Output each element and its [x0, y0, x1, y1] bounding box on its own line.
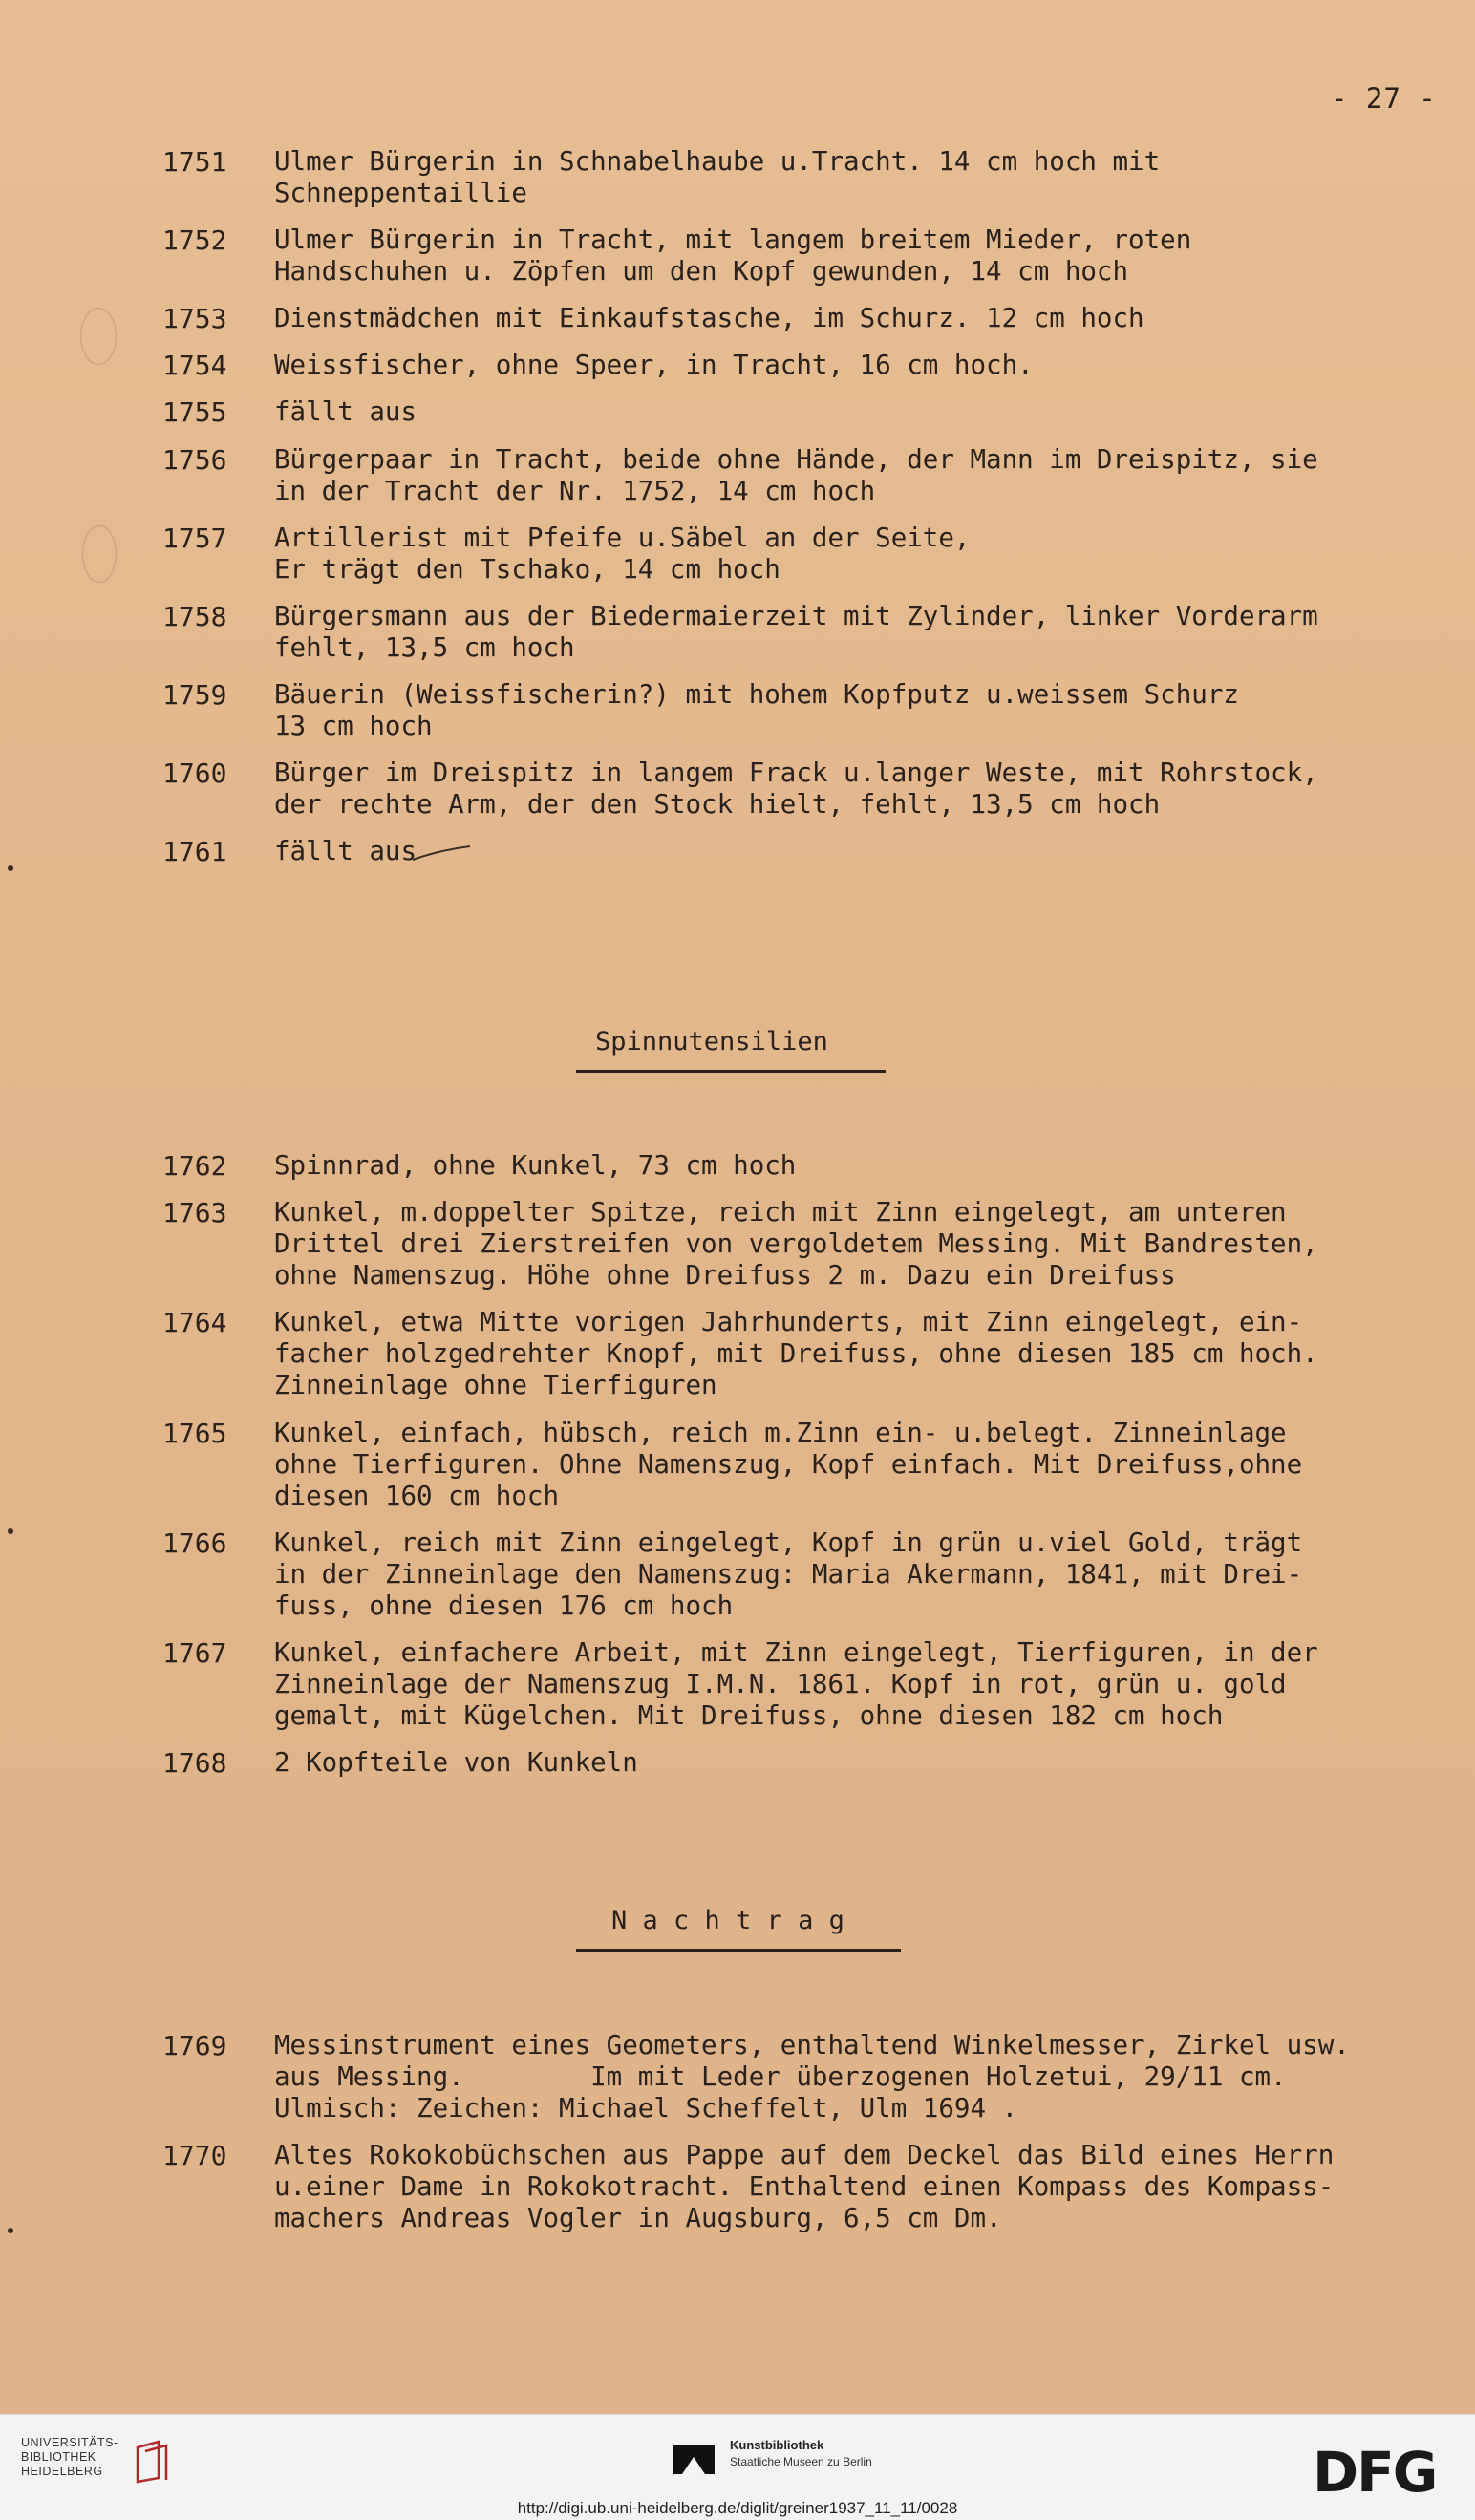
catalog-number: 1756 — [162, 444, 227, 476]
margin-pencil-circle — [80, 308, 117, 365]
description-line: ohne Namenszug. Höhe ohne Dreifuss 2 m. Dazu ein Dreifuss — [274, 1260, 1176, 1291]
description-line: Bäuerin (Weissfischerin?) mit hohem Kopfputz u.weissem Schurz — [274, 679, 1239, 710]
footer-bar — [0, 2414, 1475, 2520]
entry-description — [274, 224, 1373, 288]
kunstbibliothek-icon — [673, 2440, 715, 2478]
entry-description — [274, 2140, 1373, 2234]
ub-heidelberg-logo[interactable] — [21, 2436, 183, 2489]
catalog-number: 1752 — [162, 224, 227, 256]
ub-logo-line: BIBLIOTHEK — [21, 2450, 96, 2464]
description-line: Ulmisch: Zeichen: Michael Scheffelt, Ulm 1694 . — [274, 2093, 1018, 2124]
description-line: Bürger im Dreispitz in langem Frack u.langer Weste, mit Rohrstock, — [274, 758, 1318, 788]
kunstbibliothek-logo[interactable] — [673, 2434, 921, 2482]
catalog-number: 1763 — [162, 1197, 227, 1228]
entry-description — [274, 396, 1373, 428]
description-line: Schneppentaillie — [274, 178, 527, 208]
heading-underline — [576, 1949, 901, 1952]
entry-description — [274, 1197, 1373, 1292]
catalog-number: 1761 — [162, 836, 227, 867]
entry-description — [274, 1527, 1373, 1622]
description-line: fuss, ohne diesen 176 cm hoch — [274, 1591, 734, 1621]
description-line: Kunkel, einfachere Arbeit, mit Zinn eingelegt, Tierfiguren, in der — [274, 1637, 1318, 1668]
heading-underline — [576, 1070, 886, 1073]
description-line: gemalt, mit Kügelchen. Mit Dreifuss, ohne diesen 182 cm hoch — [274, 1700, 1224, 1731]
entry-description — [274, 2030, 1373, 2125]
catalog-number: 1770 — [162, 2140, 227, 2171]
description-line: machers Andreas Vogler in Augsburg, 6,5 cm Dm. — [274, 2203, 1002, 2233]
ub-logo-line: HEIDELBERG — [21, 2465, 103, 2478]
description-line: in der Tracht der Nr. 1752, 14 cm hoch — [274, 476, 876, 506]
entry-description — [274, 1637, 1373, 1732]
description-line: aus Messing. Im mit Leder überzogenen Holzetui, 29/11 cm. — [274, 2061, 1287, 2092]
kunstbibliothek-name: Kunstbibliothek — [730, 2438, 824, 2452]
catalog-number: 1751 — [162, 146, 227, 178]
description-line: 2 Kopfteile von Kunkeln — [274, 1747, 638, 1778]
description-line: in der Zinneinlage den Namenszug: Maria Akermann, 1841, mit Drei- — [274, 1559, 1303, 1590]
description-line: Zinneinlage ohne Tierfiguren — [274, 1370, 717, 1400]
entry-description — [274, 350, 1373, 381]
entry-description — [274, 303, 1373, 334]
entry-description — [274, 758, 1373, 821]
catalog-number: 1759 — [162, 679, 227, 711]
paper-speck — [8, 865, 13, 871]
paper-speck — [8, 1528, 13, 1534]
description-line: Kunkel, m.doppelter Spitze, reich mit Zinn eingelegt, am unteren — [274, 1197, 1287, 1228]
description-line: Ulmer Bürgerin in Schnabelhaube u.Tracht. 14 cm hoch mit — [274, 146, 1161, 177]
kunstbibliothek-subtitle: Staatliche Museen zu Berlin — [730, 2455, 872, 2468]
section-heading-nachtrag: N a c h t r a g — [611, 1906, 844, 1935]
description-line: u.einer Dame in Rokokotracht. Enthaltend einen Kompass des Kompass- — [274, 2171, 1335, 2202]
description-line: fehlt, 13,5 cm hoch — [274, 632, 575, 663]
catalog-number: 1755 — [162, 396, 227, 428]
pencil-stroke — [411, 844, 474, 864]
description-line: Kunkel, etwa Mitte vorigen Jahrhunderts, mit Zinn eingelegt, ein- — [274, 1307, 1303, 1337]
catalog-number: 1757 — [162, 523, 227, 554]
paper-speck — [8, 2228, 13, 2233]
entry-description — [274, 1418, 1373, 1512]
description-line: Dienstmädchen mit Einkaufstasche, im Schurz. 12 cm hoch — [274, 303, 1144, 333]
entry-description — [274, 679, 1373, 742]
description-line: Bürgerpaar in Tracht, beide ohne Hände, der Mann im Dreispitz, sie — [274, 444, 1318, 475]
catalog-number: 1766 — [162, 1527, 227, 1559]
dfg-logo[interactable]: DFG — [1313, 2440, 1437, 2505]
entry-description — [274, 601, 1373, 664]
description-line: facher holzgedrehter Knopf, mit Dreifuss, ohne diesen 185 cm hoch. — [274, 1338, 1318, 1369]
description-line: Handschuhen u. Zöpfen um den Kopf gewunden, 14 cm hoch — [274, 256, 1129, 287]
description-line: Artillerist mit Pfeife u.Säbel an der Seite, — [274, 523, 971, 553]
description-line: diesen 160 cm hoch — [274, 1481, 560, 1511]
description-line: Drittel drei Zierstreifen von vergoldetem Messing. Mit Bandresten, — [274, 1228, 1318, 1259]
description-line: Er trägt den Tschako, 14 cm hoch — [274, 554, 780, 585]
description-line: Kunkel, einfach, hübsch, reich m.Zinn ein- u.belegt. Zinneinlage — [274, 1418, 1287, 1448]
catalog-number: 1754 — [162, 350, 227, 381]
catalog-number: 1762 — [162, 1150, 227, 1182]
description-line: fällt aus — [274, 396, 417, 427]
description-line: Messinstrument eines Geometers, enthaltend Winkelmesser, Zirkel usw. — [274, 2030, 1350, 2061]
catalog-number: 1753 — [162, 303, 227, 334]
description-line: Ulmer Bürgerin in Tracht, mit langem breitem Mieder, roten — [274, 224, 1192, 255]
ub-logo-line: UNIVERSITÄTS- — [21, 2436, 118, 2449]
entry-description — [274, 444, 1373, 507]
catalog-number: 1768 — [162, 1747, 227, 1779]
entry-description — [274, 523, 1373, 586]
source-url[interactable]: http://digi.ub.uni-heidelberg.de/diglit/greiner1937_11_11/0028 — [517, 2499, 958, 2517]
catalog-number: 1758 — [162, 601, 227, 632]
description-line: der rechte Arm, der den Stock hielt, fehlt, 13,5 cm hoch — [274, 789, 1161, 820]
description-line: fällt aus — [274, 836, 417, 866]
entry-description — [274, 146, 1373, 209]
ub-emblem-icon — [134, 2440, 170, 2484]
page-number: - 27 - — [1331, 82, 1437, 115]
catalog-number: 1767 — [162, 1637, 227, 1669]
description-line: 13 cm hoch — [274, 711, 433, 741]
entry-description — [274, 1307, 1373, 1401]
description-line: Bürgersmann aus der Biedermaierzeit mit Zylinder, linker Vorderarm — [274, 601, 1318, 631]
catalog-number: 1765 — [162, 1418, 227, 1449]
entry-description — [274, 1150, 1373, 1182]
margin-pencil-circle — [82, 525, 117, 583]
catalog-number: 1769 — [162, 2030, 227, 2061]
description-line: Altes Rokokobüchschen aus Pappe auf dem Deckel das Bild eines Herrn — [274, 2140, 1335, 2170]
catalog-number: 1760 — [162, 758, 227, 789]
section-heading-spinnutensilien: Spinnutensilien — [595, 1027, 828, 1057]
entry-description — [274, 1747, 1373, 1779]
description-line: Zinneinlage der Namenszug I.M.N. 1861. Kopf in rot, grün u. gold — [274, 1669, 1287, 1699]
description-line: Kunkel, reich mit Zinn eingelegt, Kopf in grün u.viel Gold, trägt — [274, 1527, 1303, 1558]
description-line: Weissfischer, ohne Speer, in Tracht, 16 cm hoch. — [274, 350, 1034, 380]
catalog-number: 1764 — [162, 1307, 227, 1338]
description-line: Spinnrad, ohne Kunkel, 73 cm hoch — [274, 1150, 797, 1181]
description-line: ohne Tierfiguren. Ohne Namenszug, Kopf einfach. Mit Dreifuss,ohne — [274, 1449, 1303, 1480]
